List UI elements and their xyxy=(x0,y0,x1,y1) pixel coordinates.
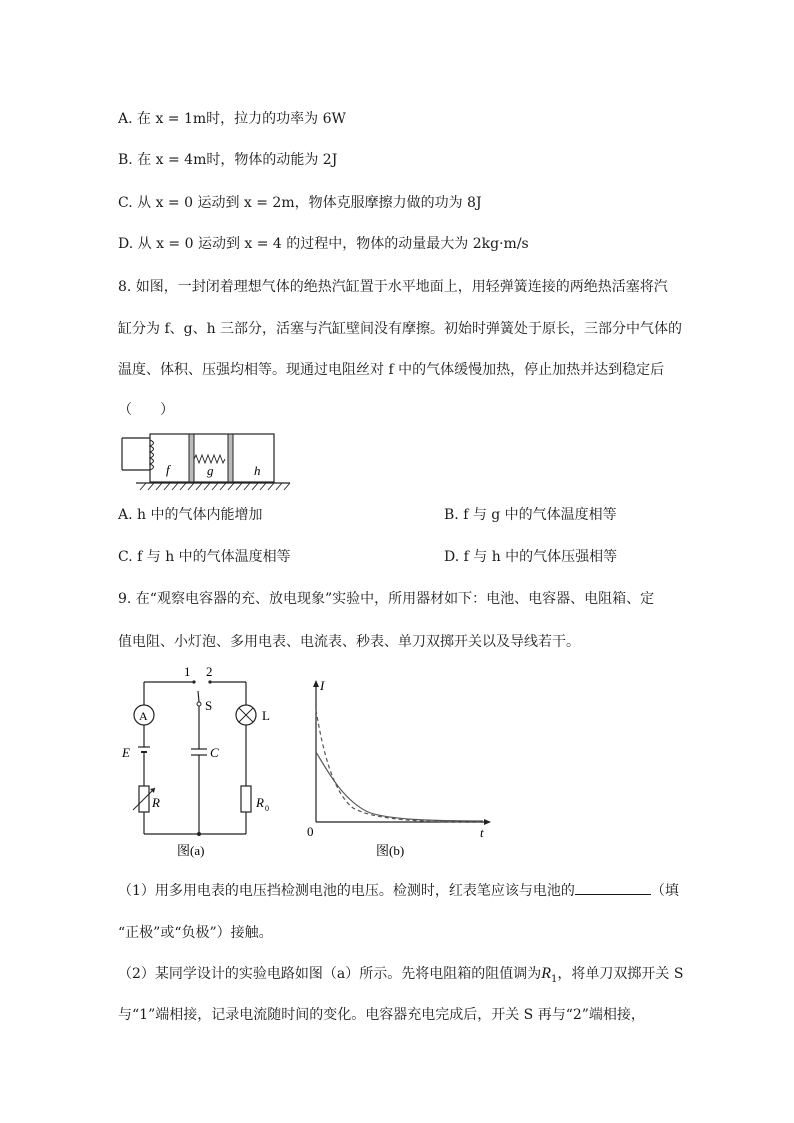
q9-sub2-line1 xyxy=(118,963,683,985)
graph-figure-b xyxy=(298,672,498,862)
lamp-label: L xyxy=(262,708,270,723)
label-g: g xyxy=(207,463,214,478)
r0-subscript: 0 xyxy=(265,804,269,813)
q9-sub2-text-b: ，将单刀双掷开关 S xyxy=(557,966,684,982)
q9-sub1-fill-hint: （填 xyxy=(650,883,679,899)
label-f: f xyxy=(166,462,170,477)
capacitor-label: C xyxy=(210,745,219,760)
q8-answer-bracket: （ ） xyxy=(118,402,174,418)
graph-y-label: I xyxy=(320,678,325,693)
graph-x-label: t xyxy=(480,825,484,840)
q8-stem-line1: 8. 如图，一封闭着理想气体的绝热汽缸置于水平地面上，用轻弹簧连接的两绝热活塞将汽 xyxy=(118,279,668,295)
q9-sub1-line1 xyxy=(118,880,679,900)
q8-option-a: A. h 中的气体内能增加 xyxy=(118,507,263,523)
circuit-figure-a xyxy=(114,662,284,862)
r1-symbol: R xyxy=(541,965,552,982)
ammeter-label: A xyxy=(139,709,148,723)
q8-option-c: C. f 与 h 中的气体温度相等 xyxy=(118,549,291,565)
q9-sub1-text: （1）用多用电表的电压挡检测电池的电压。检测时，红表笔应该与电池的 xyxy=(118,883,575,899)
switch-pos-2: 2 xyxy=(206,664,213,679)
r0-label: R xyxy=(256,795,264,810)
current-curve-dashed xyxy=(316,710,483,822)
q7-option-a: A. 在 x = 1m时，拉力的功率为 6W xyxy=(118,111,346,127)
q7-option-b: B. 在 x = 4m时，物体的动能为 2J xyxy=(118,152,338,168)
q8-stem-line3: 温度、体积、压强均相等。现通过电阻丝对 f 中的气体缓慢加热，停止加热并达到稳定后 xyxy=(118,362,665,378)
q8-option-d: D. f 与 h 中的气体压强相等 xyxy=(444,549,618,565)
rbox-label: R xyxy=(152,795,160,810)
figure-a-caption: 图(a) xyxy=(177,843,205,858)
q9-stem-line1: 9. 在“观察电容器的充、放电现象”实验中，所用器材如下：电池、电容器、电阻箱、定 xyxy=(118,591,655,607)
q7-option-c: C. 从 x = 0 运动到 x = 2m，物体克服摩擦力做的功为 8J xyxy=(118,195,482,211)
q7-option-d: D. 从 x = 0 运动到 x = 4 的过程中，物体的动量最大为 2kg·m/s xyxy=(118,236,529,252)
q9-sub2-line2: 与“1”端相接，记录电流随时间的变化。电容器充电完成后，开关 S 再与“2”端相接， xyxy=(118,1007,645,1023)
switch-pos-1: 1 xyxy=(184,664,191,679)
battery-label: E xyxy=(122,745,130,760)
switch-icon xyxy=(197,702,201,706)
q8-stem-line2: 缸分为 f、g、h 三部分，活塞与汽缸壁间没有摩擦。初始时弹簧处于原长，三部分中气体的 xyxy=(118,321,683,337)
current-curve-solid xyxy=(316,752,483,821)
answer-blank[interactable] xyxy=(575,882,651,895)
label-h: h xyxy=(254,463,261,478)
figure-b-caption: 图(b) xyxy=(376,843,405,858)
r1-subscript: 1 xyxy=(551,973,558,985)
q9-stem-line2: 值电阻、小灯泡、多用电表、电流表、秒表、单刀双掷开关以及导线若干。 xyxy=(118,634,580,650)
q8-option-b: B. f 与 g 中的气体温度相等 xyxy=(444,507,617,523)
q9-sub1-line2: “正极”或“负极”）接触。 xyxy=(118,925,273,941)
graph-origin: 0 xyxy=(307,824,314,839)
q9-sub2-text-a: （2）某同学设计的实验电路如图（a）所示。先将电阻箱的阻值调为 xyxy=(118,966,542,982)
switch-label: S xyxy=(205,698,213,713)
cylinder-figure xyxy=(118,428,293,494)
